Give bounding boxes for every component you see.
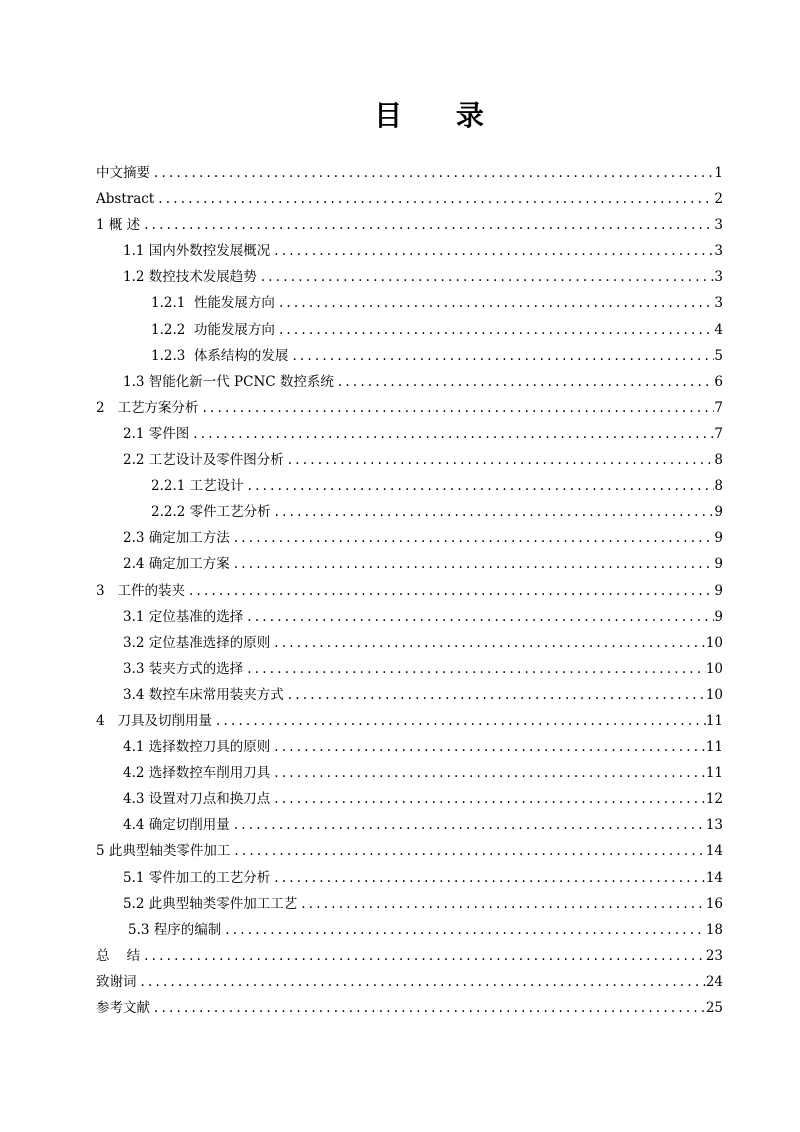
toc-entry-page: 3	[714, 295, 723, 312]
toc-entry-page: 25	[705, 1000, 723, 1016]
table-of-contents	[96, 160, 723, 1021]
toc-entry-label: 4.1 选择数控刀具的原则	[123, 739, 271, 756]
dot-leader	[270, 786, 706, 812]
toc-entry-label: 1.2 数控技术发展趋势	[123, 269, 257, 286]
dot-leader	[270, 630, 706, 656]
toc-entry-page: 3	[714, 217, 723, 234]
toc-entry-label: 2.4 确定加工方案	[123, 556, 230, 573]
toc-entry-page: 1	[714, 165, 723, 181]
dot-leader	[334, 369, 715, 395]
toc-entry-label: 5.1 零件加工的工艺分析	[123, 869, 271, 886]
dot-leader	[243, 604, 714, 630]
dot-leader	[284, 447, 715, 473]
toc-entry-label: 1.2.1 性能发展方向	[151, 295, 275, 312]
toc-entry[interactable]	[96, 604, 723, 630]
toc-entry-page: 11	[705, 739, 723, 756]
toc-entry-page: 9	[714, 530, 723, 547]
toc-entry-label: 1.3 智能化新一代 PCNC 数控系统	[123, 373, 334, 390]
toc-entry[interactable]	[96, 421, 723, 447]
toc-entry[interactable]	[96, 395, 723, 421]
toc-entry-label: 参考文献	[96, 1000, 150, 1016]
toc-entry-label: 2.2.2 零件工艺分析	[151, 504, 271, 521]
toc-entry[interactable]	[96, 212, 723, 238]
toc-entry[interactable]	[96, 473, 723, 499]
toc-entry-page: 7	[714, 425, 723, 442]
dot-leader	[150, 160, 714, 186]
dot-leader	[284, 682, 706, 708]
toc-entry[interactable]	[96, 317, 723, 343]
toc-entry-page: 8	[714, 478, 723, 495]
toc-entry-label: 1.2.3 体系结构的发展	[151, 347, 289, 364]
toc-entry[interactable]	[96, 760, 723, 786]
toc-entry[interactable]	[96, 578, 723, 604]
toc-entry-page: 13	[705, 817, 723, 834]
toc-entry-label: 3.3 装夹方式的选择	[123, 660, 244, 677]
dot-leader	[230, 812, 706, 838]
dot-leader	[275, 317, 714, 343]
dot-leader	[230, 838, 705, 864]
toc-entry-label: 3.2 定位基准选择的原则	[123, 634, 271, 651]
toc-entry-page: 3	[714, 269, 723, 286]
toc-entry[interactable]	[96, 499, 723, 525]
toc-entry[interactable]	[96, 630, 723, 656]
dot-leader	[244, 473, 715, 499]
toc-entry[interactable]	[96, 525, 723, 551]
dot-leader	[275, 290, 714, 316]
toc-entry-page: 10	[705, 634, 723, 651]
toc-title: 目 录	[374, 99, 506, 132]
dot-leader	[137, 969, 706, 995]
toc-entry-label: 2.1 零件图	[123, 425, 190, 442]
toc-entry[interactable]	[96, 943, 723, 969]
toc-entry-label: 中文摘要	[96, 165, 150, 181]
toc-entry[interactable]	[96, 447, 723, 473]
toc-entry-label: 2.3 确定加工方法	[123, 530, 230, 547]
dot-leader	[189, 421, 714, 447]
toc-entry-label: 5 此典型轴类零件加工	[96, 843, 231, 860]
toc-entry[interactable]	[96, 682, 723, 708]
toc-entry-label: 5.3 程序的编制	[128, 921, 222, 938]
toc-entry-label: 5.2 此典型轴类零件加工工艺	[123, 895, 298, 912]
dot-leader	[212, 708, 706, 734]
toc-entry-label: 总 结	[96, 947, 141, 964]
toc-entry-label: 1 概 述	[96, 217, 141, 234]
toc-entry[interactable]	[96, 917, 723, 943]
toc-entry-page: 9	[714, 608, 723, 625]
toc-entry-label: 致谢词	[96, 973, 137, 990]
toc-entry[interactable]	[96, 290, 723, 316]
toc-entry-page: 3	[714, 243, 723, 260]
toc-entry[interactable]	[96, 551, 723, 577]
toc-entry-label: 2.2.1 工艺设计	[151, 478, 244, 495]
toc-entry-label: 1.1 国内外数控发展概况	[123, 243, 271, 260]
toc-entry-label: 3.4 数控车床常用装夹方式	[123, 686, 284, 703]
toc-entry[interactable]	[96, 238, 723, 264]
dot-leader	[243, 656, 706, 682]
toc-entry[interactable]	[96, 264, 723, 290]
toc-entry[interactable]	[96, 838, 723, 864]
toc-entry-label: 2 工艺方案分析	[96, 399, 199, 416]
dot-leader	[271, 499, 715, 525]
dot-leader	[198, 395, 714, 421]
toc-entry-page: 2	[714, 191, 723, 208]
dot-leader	[140, 943, 706, 969]
toc-entry[interactable]	[96, 865, 723, 891]
toc-entry-page: 18	[705, 921, 723, 938]
toc-entry-page: 16	[705, 895, 723, 912]
toc-entry-page: 10	[705, 686, 723, 703]
toc-entry-page: 8	[714, 452, 723, 469]
toc-entry-page: 5	[714, 347, 723, 364]
toc-entry-page: 6	[714, 373, 723, 390]
toc-entry-page: 12	[705, 791, 723, 808]
toc-entry-page: 14	[705, 843, 723, 860]
toc-entry-page: 11	[705, 712, 723, 729]
toc-entry-label: 4.2 选择数控车削用刀具	[123, 765, 271, 782]
toc-entry[interactable]	[96, 343, 723, 369]
dot-leader	[270, 238, 714, 264]
toc-entry[interactable]	[96, 186, 723, 212]
toc-entry-page: 7	[714, 399, 723, 416]
toc-entry-label: 3.1 定位基准的选择	[123, 608, 244, 625]
toc-entry-label: 3 工件的装夹	[96, 582, 185, 599]
toc-entry[interactable]	[96, 160, 723, 186]
dot-leader	[257, 264, 715, 290]
toc-entry[interactable]	[96, 891, 723, 917]
toc-entry[interactable]	[96, 734, 723, 760]
dot-leader	[270, 865, 706, 891]
dot-leader	[288, 343, 714, 369]
toc-entry-page: 9	[714, 504, 723, 521]
toc-entry-page: 24	[705, 973, 723, 990]
toc-entry[interactable]	[96, 812, 723, 838]
toc-entry-label: 4.3 设置对刀点和换刀点	[123, 791, 271, 808]
toc-entry-label: Abstract	[96, 191, 155, 208]
toc-entry-page: 11	[705, 765, 723, 782]
toc-entry-label: 2.2 工艺设计及零件图分析	[123, 452, 284, 469]
toc-entry[interactable]	[96, 969, 723, 995]
toc-entry[interactable]	[96, 656, 723, 682]
dot-leader	[221, 917, 706, 943]
toc-entry[interactable]	[96, 369, 723, 395]
toc-entry-label: 1.2.2 功能发展方向	[151, 321, 275, 338]
toc-entry-label: 4.4 确定切削用量	[123, 817, 230, 834]
toc-entry-label: 4 刀具及切削用量	[96, 712, 212, 729]
dot-leader	[230, 551, 715, 577]
toc-entry[interactable]	[96, 786, 723, 812]
toc-entry-page: 14	[705, 869, 723, 886]
toc-entry[interactable]	[96, 708, 723, 734]
toc-entry[interactable]	[96, 995, 723, 1021]
toc-entry-page: 23	[705, 947, 723, 964]
toc-entry-page: 10	[705, 660, 723, 677]
dot-leader	[230, 525, 715, 551]
dot-leader	[270, 760, 706, 786]
toc-entry-page: 9	[714, 582, 723, 599]
dot-leader	[154, 186, 714, 212]
dot-leader	[150, 995, 706, 1021]
toc-entry-page: 9	[714, 556, 723, 573]
dot-leader	[140, 212, 714, 238]
toc-entry-page: 4	[714, 321, 723, 338]
dot-leader	[270, 734, 706, 760]
dot-leader	[185, 578, 714, 604]
dot-leader	[297, 891, 706, 917]
